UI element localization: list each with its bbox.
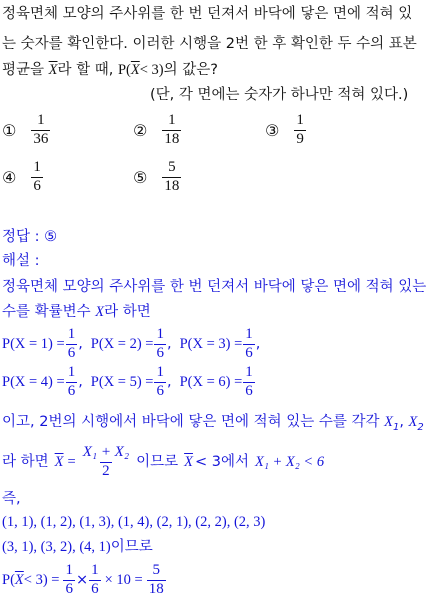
choice-3-fraction: $\frac{1}{9}$: [296, 112, 304, 147]
explanation-line-2: 수를 확률변수 X라 하면: [2, 304, 151, 320]
explanation-line-5: 이고, 2번의 시행에서 바닥에 닿은 면에 적혀 있는 수를 각각 $X_1$, $X_2$: [2, 414, 424, 433]
choice-4[interactable]: ④ $\frac{1}{6}$: [2, 159, 41, 194]
choice-4-fraction: $\frac{1}{6}$: [33, 159, 41, 194]
outcome-pairs-line-1: (1, 1), (1, 2), (1, 3), (1, 4), (2, 1), (2, 2), (2, 3): [2, 514, 266, 530]
prob-x3-expr: P(X = 3) =: [179, 336, 243, 352]
prob-x5-expr: P(X = 5) =: [90, 374, 154, 390]
question-line-1: 정육면체 모양의 주사위를 한 번 던져서 바닥에 닿은 면에 적혀 있: [2, 6, 413, 22]
explanation-label: 해설 :: [2, 253, 40, 269]
choice-3[interactable]: ③ $\frac{1}{9}$: [265, 112, 304, 147]
explanation-line-6: 라 하면 $\overline{X}$ = $\frac{\text{X₁ + X₂}}{2}$ 이므로 $\overline{X}$ < 3에서 X₁ + X₂ < 6: [2, 444, 325, 479]
question-note: (단, 각 면에는 숫자가 하나만 적혀 있다.): [150, 87, 409, 103]
prob-x1-expr: P(X = 1) =: [2, 336, 65, 352]
choice-2-fraction: $\frac{1}{18}$: [164, 112, 180, 147]
choice-1[interactable]: ① $\frac{1}{36}$: [2, 112, 49, 147]
probability-row-2: P(X = 4) = $\frac{1}{6}$ , P(X = 5) = $\frac{1}{6}$ , P(X = 6) = $\frac{1}{6}$: [2, 364, 253, 399]
outcome-pairs-line-2: (3, 1), (3, 2), (4, 1)이므로: [2, 539, 153, 555]
prob-x6-expr: P(X = 6) =: [179, 374, 243, 390]
answer-label: 정답 : ⑤: [2, 229, 58, 245]
mean-fraction: $\frac{\text{X₁ + X₂}}{2}$: [82, 444, 130, 479]
choice-5[interactable]: ⑤ $\frac{5}{18}$: [133, 159, 180, 194]
probability-row-1: P(X = 1) = $\frac{1}{6}$ , P(X = 2) = $\frac{1}{6}$ , P(X = 3) = $\frac{1}{6}$ ,: [2, 326, 261, 361]
choice-1-fraction: $\frac{1}{36}$: [33, 112, 49, 147]
question-line-2: 는 숫자를 확인한다. 이러한 시행을 2번 한 후 확인한 두 수의 표본: [2, 36, 417, 52]
explanation-line-7: 즉,: [2, 491, 21, 507]
explanation-line-1: 정육면체 모양의 주사위를 한 번 던져서 바닥에 닿은 면에 적혀 있는: [2, 279, 426, 295]
final-probability: P( $\overline{X}$ < 3) = $\frac{1}{6}$ × $\frac{1}{6}$ × 10 = $\frac{5}{18}$: [2, 562, 164, 597]
question-line-3: 평균을 $\overline{X}$라 할 때, $P(\overline{X}< 3)$의 값은?: [2, 62, 218, 78]
choice-2[interactable]: ② $\frac{1}{18}$: [133, 112, 180, 147]
prob-x2-expr: P(X = 2) =: [90, 336, 154, 352]
choice-5-fraction: $\frac{5}{18}$: [164, 159, 180, 194]
prob-x4-expr: P(X = 4) =: [2, 374, 65, 390]
